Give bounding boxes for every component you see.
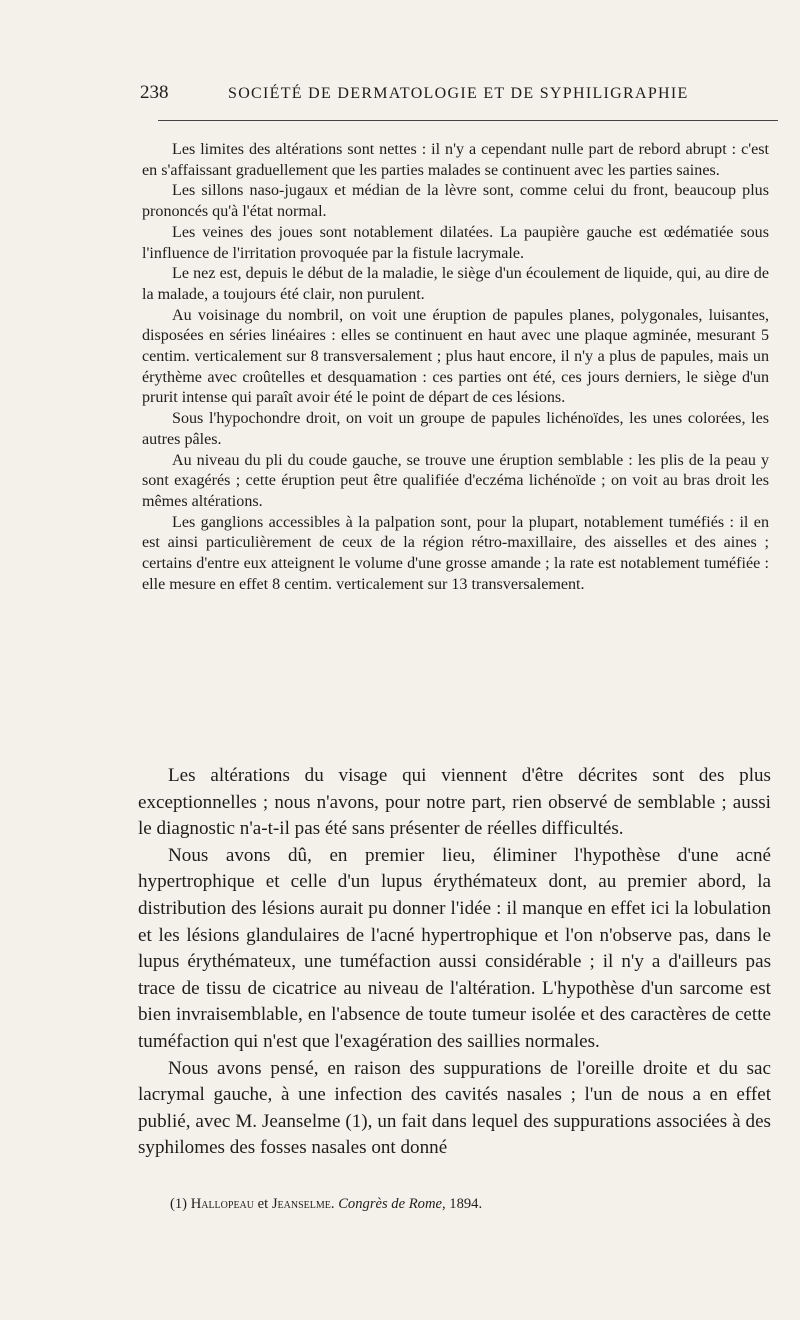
- page-number: 238: [140, 82, 169, 103]
- paragraph: Sous l'hypochondre droit, on voit un groupe de papules lichénoïdes, les unes colorées, les autres pâles.: [142, 410, 769, 448]
- paragraph: Nous avons pensé, en raison des suppurations de l'oreille droite et du sac lacrymal gauche, à une infection des cavités nasales ; l'un de nous a en effet publié, avec M. Jeanselme (1), un fait dans lequel des suppurations associées à des syphilomes des fosses nasales ont donné: [138, 1057, 771, 1159]
- paragraph: Les limites des altérations sont nettes : il n'y a cependant nulle part de rebord abrupt : c'est en s'affaissant graduellement que les parties malades se continuent avec les parties saines.: [142, 141, 769, 179]
- footnote-author: Hallopeau: [190, 1196, 255, 1212]
- paragraph: Les veines des joues sont notablement dilatées. La paupière gauche est œdématiée sous l'influence de l'irritation provoquée par la fistule lacrymale.: [142, 223, 769, 262]
- running-title: SOCIÉTÉ DE DERMATOLOGIE ET DE SYPHILIGRAPHIE: [228, 85, 689, 102]
- discussion-text: [138, 763, 771, 1162]
- paragraph: Les altérations du visage qui viennent d'être décrites sont des plus exceptionnelles ; nous n'avons, pour notre part, rien observé de semblable ; aussi le diagnostic n'a-t-il pas été sans présenter de réelles difficultés.: [138, 765, 771, 840]
- footnote: [170, 1196, 770, 1213]
- clinical-observation-text: [142, 140, 769, 595]
- footnote-author: Jeanselme.: [271, 1196, 335, 1212]
- running-header: [140, 82, 770, 112]
- paragraph: Au niveau du pli du coude gauche, se trouve une éruption semblable : les plis de la peau y sont exagérés ; cette éruption peut être qualifiée d'eczéma lichénoïde ; on voit au bras droit les mêmes altérations.: [142, 451, 769, 510]
- paragraph: Au voisinage du nombril, on voit une éruption de papules planes, polygonales, luisantes, disposées en séries linéaires : elles se continuent en haut avec une plaque agminée, mesurant 5 centim. verticalement sur 8 transversalement ; plus haut encore, il n'y a plus de papules, mais un érythème avec croûtelles et desquamation : ces parties ont été, ces jours derniers, le siège d'un prurit intense qui paraît avoir été le point de départ de ces lésions.: [142, 306, 769, 407]
- paragraph: Les ganglions accessibles à la palpation sont, pour la plupart, notablement tuméfiés : il en est ainsi particulièrement de ceux de la région rétro-maxillaire, des aisselles et des aines ; certains d'entre eux atteignent le volume d'une grosse amande ; la rate est notablement tuméfiée : elle mesure en effet 8 centim. verticalement sur 13 transversalement.: [142, 513, 769, 593]
- footnote-marker: (1): [170, 1196, 188, 1212]
- header-rule: [158, 120, 778, 121]
- paragraph: Les sillons naso-jugaux et médian de la lèvre sont, comme celui du front, beaucoup plus prononcés qu'à l'état normal.: [142, 182, 769, 221]
- footnote-year: 1894.: [449, 1196, 483, 1212]
- paragraph: Le nez est, depuis le début de la maladie, le siège d'un écoulement de liquide, qui, au dire de la malade, a toujours été clair, non purulent.: [142, 265, 769, 303]
- footnote-conjunction: et: [257, 1196, 269, 1212]
- footnote-work: Congrès de Rome,: [338, 1196, 446, 1212]
- paragraph: Nous avons dû, en premier lieu, éliminer l'hypothèse d'une acné hypertrophique et celle d'un lupus érythémateux dont, au premier abord, la distribution des lésions aurait pu donner l'idée : il manque en effet ici la lobulation et les lésions glandulaires de l'acné hypertrophique et l'on n'observe pas, dans le lupus érythémateux, une tuméfaction aussi considérable ; il n'y a d'ailleurs pas trace de tissu de cicatrice au niveau de l'altération. L'hypothèse d'un sarcome est bien invraisemblable, en l'absence de toute tumeur isolée et des caractères de cette tuméfaction qui n'est que l'exagération des saillies normales.: [138, 844, 771, 1052]
